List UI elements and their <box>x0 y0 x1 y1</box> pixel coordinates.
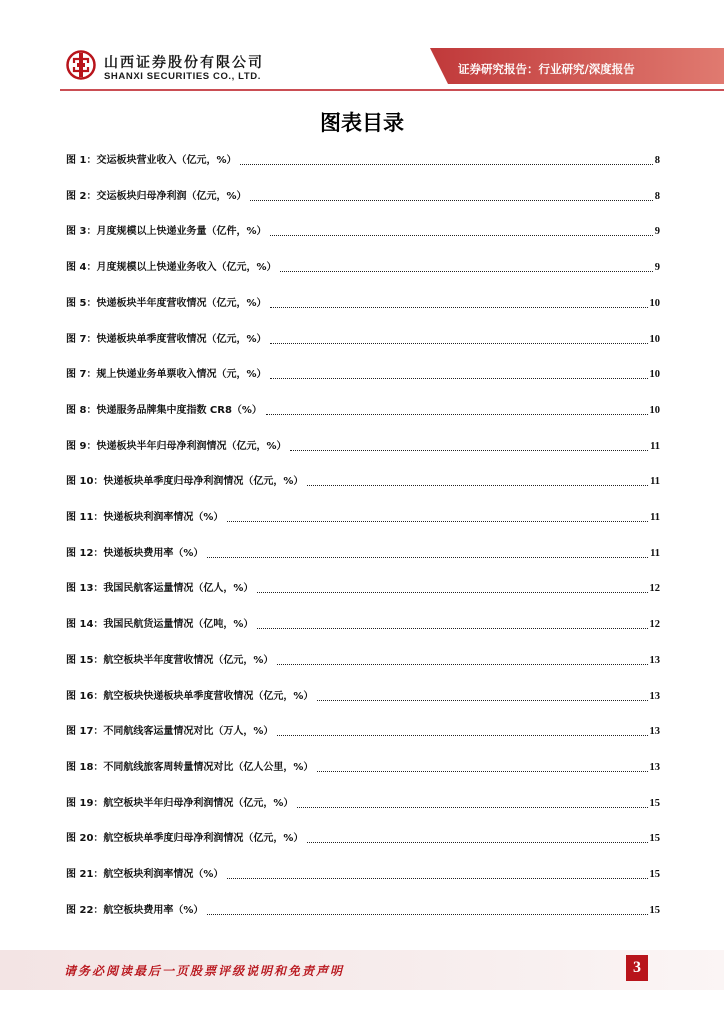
toc-entry-page: 12 <box>649 619 660 631</box>
toc-entry-label: 图 14：我国民航货运量情况（亿吨，%） <box>66 619 254 631</box>
toc-entry-label: 图 10：快递板块单季度归母净利润情况（亿元，%） <box>66 476 304 488</box>
toc-entry[interactable] <box>66 471 660 489</box>
toc-dot-leader <box>270 377 647 379</box>
toc-dot-leader <box>297 806 647 808</box>
toc-entry-page: 11 <box>650 547 660 559</box>
toc-entry-page: 15 <box>649 904 660 916</box>
toc-entry-label: 图 17：不同航线客运量情况对比（万人，%） <box>66 726 274 738</box>
toc-entry-label: 图 2：交运板块归母净利润（亿元，%） <box>66 190 247 202</box>
toc-entry[interactable] <box>66 329 660 347</box>
page-title: 图表目录 <box>320 111 404 135</box>
toc-entry[interactable] <box>66 900 660 918</box>
company-logo-icon <box>66 50 96 80</box>
toc-entry-page: 11 <box>650 512 660 523</box>
page-header <box>0 0 724 100</box>
toc-entry-page: 8 <box>654 190 660 202</box>
toc-entry-label: 图 22：航空板块费用率（%） <box>66 904 204 916</box>
toc-entry-label: 图 16：航空板块快递板块单季度营收情况（亿元，%） <box>66 690 314 702</box>
toc-entry-page: 13 <box>649 654 660 666</box>
toc-entry-label: 图 1：交运板块营业收入（亿元，%） <box>66 155 237 166</box>
toc-entry[interactable] <box>66 614 660 632</box>
toc-entry-page: 13 <box>649 690 660 702</box>
toc-entry-label: 图 19：航空板块半年归母净利润情况（亿元，%） <box>66 797 294 809</box>
toc-entry-page: 8 <box>654 155 660 166</box>
company-name-en: SHANXI SECURITIES CO., LTD. <box>104 71 261 82</box>
toc-dot-leader <box>227 877 647 879</box>
toc-entry[interactable] <box>66 578 660 596</box>
toc-entry-page: 10 <box>649 333 660 345</box>
toc-entry-label: 图 7：快递板块单季度营收情况（亿元，%） <box>66 333 267 345</box>
toc-dot-leader <box>317 770 647 772</box>
toc-entry[interactable] <box>66 828 660 846</box>
toc-entry-label: 图 8：快递服务品牌集中度指数 CR8（%） <box>66 404 262 416</box>
toc-entry-page: 12 <box>649 583 660 595</box>
toc-entry[interactable] <box>66 864 660 882</box>
toc-entry-label: 图 18：不同航线旅客周转量情况对比（亿人公里，%） <box>66 761 314 773</box>
toc-dot-leader <box>307 841 647 843</box>
toc-entry-label: 图 11：快递板块利润率情况（%） <box>66 512 224 523</box>
toc-entry-page: 13 <box>649 761 660 773</box>
toc-entry-label: 图 13：我国民航客运量情况（亿人，%） <box>66 583 254 595</box>
toc-dot-leader <box>270 234 652 236</box>
toc-entry-page: 10 <box>649 297 660 309</box>
toc-entry-label: 图 3：月度规模以上快递业务量（亿件，%） <box>66 226 267 238</box>
toc-dot-leader <box>277 663 647 665</box>
toc-dot-leader <box>227 520 648 522</box>
toc-dot-leader <box>277 734 647 736</box>
toc-entry-page: 11 <box>650 476 660 488</box>
header-band <box>0 0 724 100</box>
toc-entry-label: 图 5：快递板块半年度营收情况（亿元，%） <box>66 297 267 309</box>
toc-entry[interactable] <box>66 293 660 311</box>
toc-dot-leader <box>280 270 652 272</box>
toc-dot-leader <box>270 306 647 308</box>
footer-disclaimer: 请务必阅读最后一页股票评级说明和免责声明 <box>64 964 345 978</box>
toc-entry[interactable] <box>66 507 660 525</box>
toc-entry[interactable] <box>66 721 660 739</box>
toc-entry[interactable] <box>66 150 660 168</box>
toc-entry-page: 15 <box>649 797 660 809</box>
toc-dot-leader <box>257 591 647 593</box>
toc-dot-leader <box>207 556 648 558</box>
toc-entry[interactable] <box>66 400 660 418</box>
toc-entry-label: 图 7：规上快递业务单票收入情况（元，%） <box>66 369 267 381</box>
toc-entry-page: 13 <box>649 726 660 738</box>
toc-entry-page: 9 <box>654 262 660 274</box>
toc-entry-label: 图 4：月度规模以上快递业务收入（亿元，%） <box>66 262 277 274</box>
toc-dot-leader <box>266 413 648 415</box>
toc-entry-page: 9 <box>654 226 660 238</box>
toc-entry-label: 图 20：航空板块单季度归母净利润情况（亿元，%） <box>66 833 304 845</box>
toc-entry[interactable] <box>66 364 660 382</box>
toc-dot-leader <box>257 627 647 629</box>
toc-entry-page: 10 <box>649 404 660 416</box>
toc-entry[interactable] <box>66 650 660 668</box>
toc-entry[interactable] <box>66 543 660 561</box>
toc-dot-leader <box>240 163 652 165</box>
page-number: 3 <box>626 955 648 981</box>
toc-entry-label: 图 21：航空板块利润率情况（%） <box>66 869 224 880</box>
toc-dot-leader <box>307 484 648 486</box>
toc-dot-leader <box>270 342 647 344</box>
toc-entry[interactable] <box>66 436 660 454</box>
toc-entry[interactable] <box>66 793 660 811</box>
toc-dot-leader <box>207 913 647 915</box>
toc-entry[interactable] <box>66 757 660 775</box>
toc-entry-label: 图 9：快递板块半年归母净利润情况（亿元，%） <box>66 440 287 452</box>
report-type: 证券研究报告：行业研究/深度报告 <box>458 62 635 76</box>
toc-entry-label: 图 15：航空板块半年度营收情况（亿元，%） <box>66 654 274 666</box>
toc-dot-leader <box>290 449 648 451</box>
toc-entry[interactable] <box>66 186 660 204</box>
toc-dot-leader <box>250 199 652 201</box>
company-name-cn: 山西证券股份有限公司 <box>104 55 264 71</box>
toc-entry[interactable] <box>66 257 660 275</box>
toc-entry-page: 15 <box>649 833 660 845</box>
toc-entry-page: 15 <box>649 869 660 880</box>
toc-entry-page: 10 <box>649 369 660 381</box>
toc-entry[interactable] <box>66 221 660 239</box>
toc-entry-page: 11 <box>650 440 660 452</box>
toc-entry-label: 图 12：快递板块费用率（%） <box>66 547 204 559</box>
toc-entry[interactable] <box>66 686 660 704</box>
toc-dot-leader <box>317 699 647 701</box>
